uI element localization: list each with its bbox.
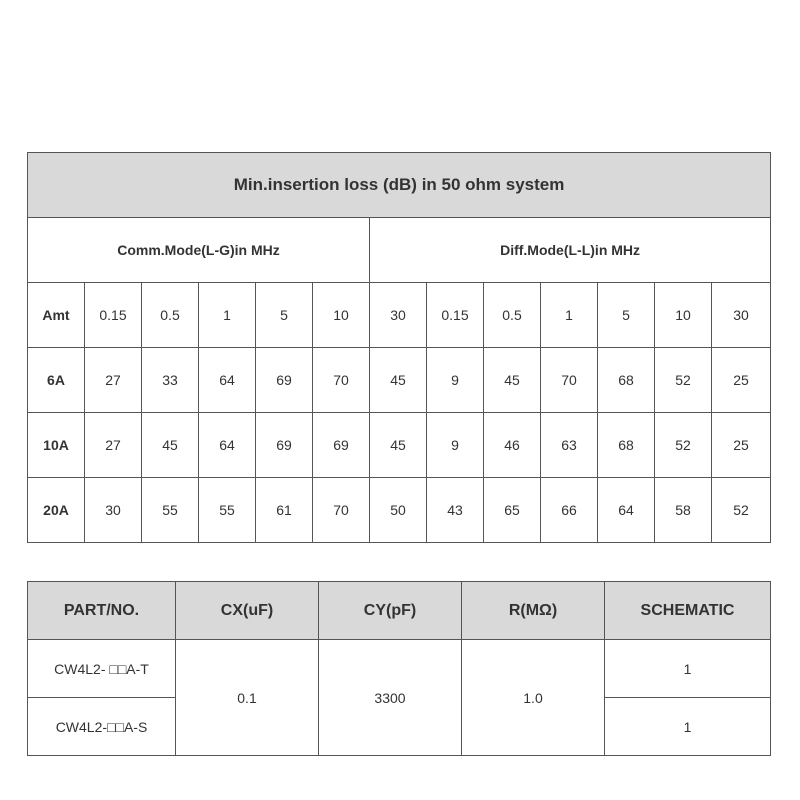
column-header-r: R(MΩ): [462, 582, 605, 640]
table-cell: 66: [541, 478, 598, 543]
row-header: Amt: [28, 283, 85, 348]
row-header: 20A: [28, 478, 85, 543]
table-cell: 45: [370, 348, 427, 413]
table-cell: 25: [712, 413, 771, 478]
table-cell: 52: [655, 348, 712, 413]
table-cell: 69: [256, 413, 313, 478]
part-number-cell: CW4L2- □□A-T: [28, 640, 176, 698]
insertion-loss-title: Min.insertion loss (dB) in 50 ohm system: [28, 153, 771, 218]
table-cell: 52: [655, 413, 712, 478]
table-cell: 33: [142, 348, 199, 413]
table-cell: 55: [142, 478, 199, 543]
table-cell: 1: [199, 283, 256, 348]
row-header: 10A: [28, 413, 85, 478]
table-row: [28, 348, 771, 413]
r-value: 1.0: [462, 640, 605, 756]
table-cell: 50: [370, 478, 427, 543]
table-cell: 10: [313, 283, 370, 348]
table-cell: 27: [85, 348, 142, 413]
table-cell: 0.15: [427, 283, 484, 348]
diff-mode-header: Diff.Mode(L-L)in MHz: [370, 218, 771, 283]
schematic-cell: 1: [605, 640, 771, 698]
table-cell: 27: [85, 413, 142, 478]
table-cell: 30: [712, 283, 771, 348]
table-cell: 46: [484, 413, 541, 478]
cy-value: 3300: [319, 640, 462, 756]
table-cell: 69: [256, 348, 313, 413]
row-header: 6A: [28, 348, 85, 413]
table-row: [28, 413, 771, 478]
table-row: [28, 640, 771, 698]
insertion-loss-table: [27, 152, 771, 543]
table-cell: 65: [484, 478, 541, 543]
comm-mode-header: Comm.Mode(L-G)in MHz: [28, 218, 370, 283]
table-cell: 45: [142, 413, 199, 478]
part-number-cell: CW4L2-□□A-S: [28, 698, 176, 756]
table-cell: 30: [370, 283, 427, 348]
table-cell: 61: [256, 478, 313, 543]
table-header-row: [28, 582, 771, 640]
table-cell: 64: [199, 413, 256, 478]
table-cell: 58: [655, 478, 712, 543]
table-cell: 25: [712, 348, 771, 413]
column-header-cx: CX(uF): [176, 582, 319, 640]
table-cell: 5: [598, 283, 655, 348]
table-cell: 64: [598, 478, 655, 543]
table-cell: 55: [199, 478, 256, 543]
table-cell: 70: [541, 348, 598, 413]
table-cell: 1: [541, 283, 598, 348]
table-cell: 69: [313, 413, 370, 478]
table-cell: 45: [484, 348, 541, 413]
table-cell: 45: [370, 413, 427, 478]
table-cell: 0.15: [85, 283, 142, 348]
cx-value: 0.1: [176, 640, 319, 756]
table-cell: 30: [85, 478, 142, 543]
table-cell: 64: [199, 348, 256, 413]
table-cell: 68: [598, 348, 655, 413]
table-cell: 9: [427, 413, 484, 478]
table-cell: 68: [598, 413, 655, 478]
table-cell: 9: [427, 348, 484, 413]
table-cell: 0.5: [484, 283, 541, 348]
table-cell: 70: [313, 478, 370, 543]
table-cell: 63: [541, 413, 598, 478]
schematic-cell: 1: [605, 698, 771, 756]
table-row: [28, 478, 771, 543]
part-number-table: [27, 581, 771, 756]
column-header-schematic: SCHEMATIC: [605, 582, 771, 640]
column-header-cy: CY(pF): [319, 582, 462, 640]
table-cell: 70: [313, 348, 370, 413]
table-cell: 0.5: [142, 283, 199, 348]
table-cell: 5: [256, 283, 313, 348]
table-cell: 10: [655, 283, 712, 348]
table-cell: 52: [712, 478, 771, 543]
table-row: [28, 283, 771, 348]
column-header-part-no: PART/NO.: [28, 582, 176, 640]
table-cell: 43: [427, 478, 484, 543]
